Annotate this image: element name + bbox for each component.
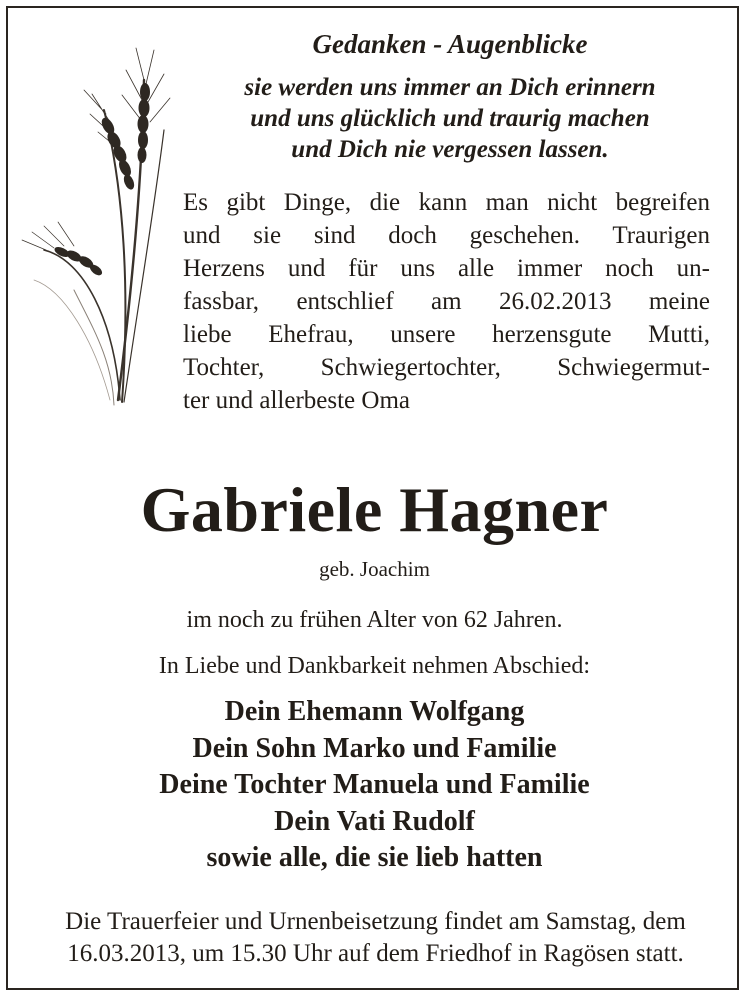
wheat-ears-icon (14, 40, 204, 410)
motto-verse (190, 72, 710, 165)
service-info (20, 906, 731, 970)
intro-paragraph (183, 186, 710, 417)
mourner-entry: Dein Sohn Marko und Familie (192, 732, 557, 764)
motto-title: Gedanken - Augenblicke (312, 29, 588, 59)
farewell-line: In Liebe und Dankbarkeit nehmen Abschied: (158, 653, 591, 679)
birth-name: geb. Joachim (319, 557, 430, 581)
age-line: im noch zu frühen Alter von 62 Jahren. (186, 607, 563, 633)
intro-line: Herzens und für uns alle immer noch un- (183, 255, 710, 282)
deceased-name: Gabriele Hagner (140, 474, 609, 545)
intro-line: fassbar, entschlief am 26.02.2013 meine (183, 288, 710, 315)
service-line: Die Trauerfeier und Urnenbeisetzung findet am Samstag, dem (65, 908, 686, 935)
motto-line: und uns glücklich und traurig machen (250, 105, 650, 132)
motto-line: und Dich nie vergessen lassen. (291, 136, 609, 163)
intro-line: Tochter, Schwiegertochter, Schwiegermut- (183, 354, 710, 381)
intro-line: und sie sind doch geschehen. Traurigen (183, 222, 710, 249)
mourner-entry: Deine Tochter Manuela und Familie (159, 769, 590, 800)
mourner-entry: Dein Vati Rudolf (274, 805, 475, 837)
intro-line: ter und allerbeste Oma (183, 387, 410, 414)
motto-line: sie werden uns immer an Dich erinnern (244, 74, 656, 101)
mourner-entry: Dein Ehemann Wolfgang (224, 696, 525, 727)
intro-line: Es gibt Dinge, die kann man nicht begreifen (183, 189, 710, 216)
service-line: 16.03.2013, um 15.30 Uhr auf dem Friedhof in Ragösen statt. (67, 940, 684, 967)
mourners-list (0, 694, 749, 877)
intro-line: liebe Ehefrau, unsere herzensgute Mutti, (183, 321, 710, 348)
mourner-entry: sowie alle, die sie lieb hatten (206, 842, 543, 873)
